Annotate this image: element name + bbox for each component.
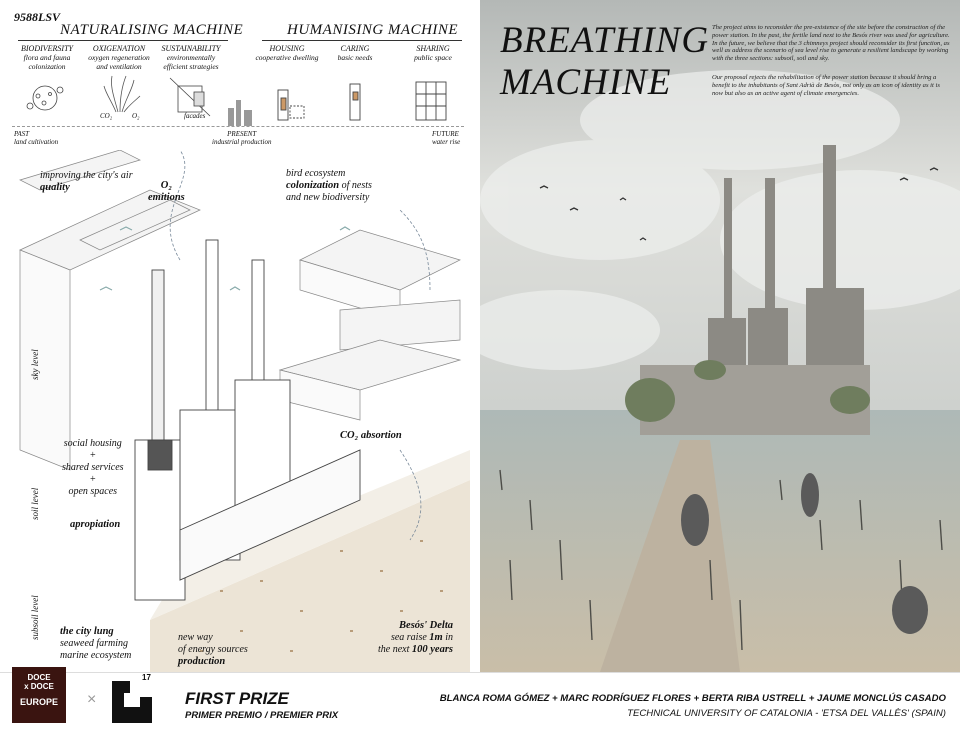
timeline-sub: industrial production bbox=[212, 138, 272, 146]
divider bbox=[262, 40, 462, 41]
entry-code: 9588LSV bbox=[14, 10, 61, 24]
note-bold: quality bbox=[40, 182, 70, 193]
column-sustainability bbox=[156, 44, 226, 71]
cross-mark: × bbox=[87, 691, 97, 708]
note-text: of energy sources bbox=[178, 644, 248, 655]
diagram-panel bbox=[0, 0, 480, 672]
note-text: seaweed farming bbox=[60, 638, 129, 649]
note-text: marine ecosystem bbox=[60, 650, 132, 661]
timeline-sub: water rise bbox=[432, 138, 461, 146]
humanising-title: HUMANISING MACHINE bbox=[287, 22, 459, 38]
note-text: sea raise bbox=[390, 632, 427, 643]
logo-text: EUROPE bbox=[19, 697, 58, 707]
note-bold: the city lung bbox=[60, 626, 114, 637]
university: TECHNICAL UNIVERSITY OF CATALONIA - 'ETSA DEL VALLÈS' (SPAIN) bbox=[627, 708, 946, 719]
column-biodiversity bbox=[12, 44, 82, 71]
timeline-label: PAST bbox=[14, 130, 30, 138]
note-air bbox=[40, 170, 133, 194]
note-text: + bbox=[89, 450, 97, 461]
note-delta bbox=[378, 620, 453, 656]
column-sub: flora and fauna colonization bbox=[23, 53, 71, 71]
column-head: OXIGENATION bbox=[92, 44, 146, 53]
timeline-past bbox=[14, 130, 58, 146]
note-text: improving the city's air bbox=[40, 170, 133, 181]
column-caring bbox=[320, 44, 390, 62]
description-paragraph: Our proposal rejects the rehabilitation of the power station because it should bring a benefit to the inhabitants of Sant Adrià de Besòs, not only as an icon of identity as it is now but also as an active agent of climate emergencies. bbox=[712, 74, 940, 97]
column-oxigenation bbox=[84, 44, 154, 71]
axonometric-drawing bbox=[0, 150, 480, 672]
note-energy bbox=[178, 632, 248, 668]
note-bold: 100 years bbox=[411, 644, 453, 655]
note-bold: colonization bbox=[286, 180, 340, 191]
note-text: shared services bbox=[62, 462, 124, 473]
note-text: bird ecosystem bbox=[286, 168, 346, 179]
timeline-present bbox=[212, 130, 271, 146]
prize-title: FIRST PRIZE bbox=[185, 689, 289, 708]
sharing-icon bbox=[416, 82, 446, 120]
note-bold: 1m bbox=[429, 632, 443, 643]
co2-label: CO₂ bbox=[100, 112, 113, 120]
footer bbox=[0, 672, 960, 742]
column-sub: environmentally efficient strategies bbox=[163, 53, 219, 71]
note-bold: emitions bbox=[148, 192, 185, 203]
docexdoce-logo bbox=[12, 667, 66, 723]
note-text: open spaces bbox=[68, 486, 118, 497]
timeline-line bbox=[12, 126, 464, 127]
title-line: MACHINE bbox=[500, 62, 672, 103]
europan-logo bbox=[110, 673, 154, 725]
column-head: BIODIVERSITY bbox=[21, 44, 73, 53]
column-sub: public space bbox=[414, 53, 452, 62]
biodiversity-icon bbox=[27, 86, 63, 110]
timeline-future bbox=[432, 130, 460, 146]
note-bold: production bbox=[178, 656, 226, 667]
logo-text: DOCE bbox=[30, 682, 54, 691]
note-text: + bbox=[89, 474, 97, 485]
note-o2 bbox=[148, 180, 185, 204]
column-head: SUSTAINABILITY bbox=[161, 44, 221, 53]
column-housing bbox=[252, 44, 322, 62]
note-bold: Besós' Delta bbox=[399, 620, 453, 631]
column-head: HOUSING bbox=[269, 44, 305, 53]
o2-label: O₂ bbox=[132, 112, 140, 120]
logo-text: DOCE bbox=[27, 673, 51, 682]
housing-icon bbox=[278, 90, 304, 120]
column-sharing bbox=[398, 44, 468, 62]
note-text: the next bbox=[378, 644, 410, 655]
level-subsoil: subsoil level bbox=[30, 595, 40, 640]
column-sub: cooperative dwelling bbox=[255, 53, 319, 62]
logo-number: 17 bbox=[142, 673, 151, 682]
chimney-icon bbox=[228, 100, 252, 126]
note-bold: O₂ bbox=[160, 180, 172, 191]
naturalising-title: NATURALISING MACHINE bbox=[60, 22, 244, 38]
level-soil: soil level bbox=[30, 487, 40, 520]
note-text: new way bbox=[178, 632, 213, 643]
e-logo-icon bbox=[110, 677, 154, 725]
note-city-lung bbox=[60, 626, 131, 662]
note-text: in bbox=[445, 632, 453, 643]
title-line: BREATHING bbox=[500, 20, 710, 61]
concept-pictograms bbox=[0, 72, 480, 134]
divider bbox=[18, 40, 228, 41]
sustainability-icon bbox=[170, 78, 210, 116]
timeline-label: FUTURE bbox=[432, 130, 459, 138]
authors: BLANCA ROMA GÓMEZ + MARC RODRÍGUEZ FLORES + BERTA RIBA USTRELL + JAUME MONCLÚS CASADO bbox=[439, 693, 946, 704]
note-bold: CO₂ absortion bbox=[340, 430, 402, 441]
logo-text bbox=[12, 682, 66, 691]
column-head: SHARING bbox=[416, 44, 450, 53]
note-apropiation bbox=[70, 519, 120, 531]
render-panel bbox=[480, 0, 960, 672]
description-paragraph: The project aims to reconsider the pre-existence of the site before the construction of the power station. In the past, the fertile land next to the Besós river was used for agriculture. In the future, we believe that the 3 chimneys project should reconsider its first function, as well as address the scenario of sea level rise to generate a resilient landscape by working with the three sections: subsoil, soil and sky. bbox=[712, 24, 950, 63]
column-sub: oxygen regeneration and ventilation bbox=[88, 53, 150, 71]
project-title bbox=[500, 20, 709, 104]
note-bold: apropiation bbox=[70, 519, 121, 530]
note-co2 bbox=[340, 430, 402, 442]
note-text: social housing bbox=[63, 438, 122, 449]
oxigenation-icon bbox=[104, 76, 140, 112]
caring-icon bbox=[350, 84, 360, 120]
column-sub: basic needs bbox=[337, 53, 373, 62]
timeline-label: PRESENT bbox=[227, 130, 257, 138]
timeline-sub: land cultivation bbox=[14, 138, 59, 146]
prize-subtitle: PRIMER PREMIO / PREMIER PRIX bbox=[185, 710, 339, 721]
note-text: of nests and new biodiversity bbox=[286, 180, 372, 203]
note-social bbox=[62, 438, 124, 498]
column-head: CARING bbox=[340, 44, 370, 53]
facades-label: facades bbox=[184, 112, 206, 120]
level-sky: sky level bbox=[30, 349, 40, 380]
logo-text: x bbox=[24, 682, 29, 691]
note-bird bbox=[286, 168, 386, 204]
